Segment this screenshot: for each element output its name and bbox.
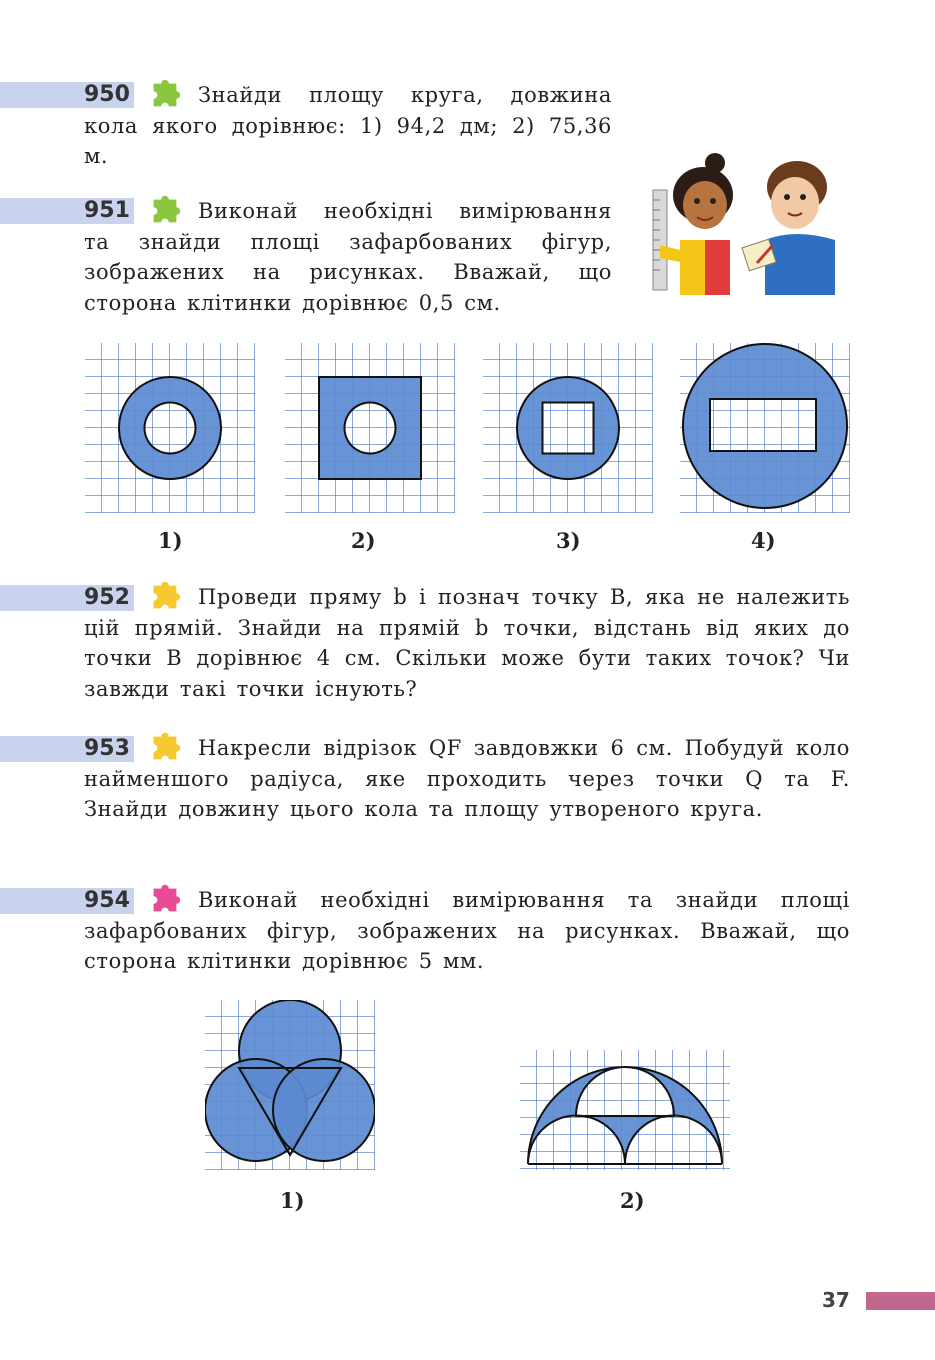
figure-951-2 xyxy=(285,343,455,513)
figure-951-3-caption: 3) xyxy=(556,528,581,553)
figure-954-1 xyxy=(205,1000,375,1170)
task-950-text: Знайди площу круга, довжина кола якого дорівнює: 1) 94,2 дм; 2) 75,36 м. xyxy=(84,83,612,168)
task-954-text: Виконай необхідні вимірювання та знайди площі зафарбованих фігур, зображених на рисунках. Вважай, що сторона клітинки дорівнює 5 мм. xyxy=(84,888,850,973)
task-953-text: Накресли відрізок QF завдовжки 6 см. Побудуй коло найменшого радіуса, яке проходить через точки Q та F. Знайди довжину цього кола та площу утвореного круга. xyxy=(84,736,850,821)
task-953-number: 953 xyxy=(84,736,130,761)
figure-954-1-caption: 1) xyxy=(280,1188,305,1213)
figure-954-2-caption: 2) xyxy=(620,1188,645,1213)
figure-951-4 xyxy=(680,343,850,513)
task-951-text: Виконай необхідні вимірювання та знайди площі зафарбованих фігур, зображених на рисунках. Вважай, що сторона клітинки дорівнює 0,5 см. xyxy=(84,199,612,315)
page-number-bar xyxy=(866,1292,935,1310)
children-measuring-illustration xyxy=(645,145,840,295)
task-952-number: 952 xyxy=(84,585,130,610)
figure-951-3 xyxy=(483,343,653,513)
task-954-number: 954 xyxy=(84,888,130,913)
page-number: 37 xyxy=(822,1288,850,1312)
figure-951-1-caption: 1) xyxy=(158,528,183,553)
task-952-text: Проведи пряму b і познач точку B, яка не належить цій прямій. Знайди на прямій b точки, відстань від яких до точки B дорівнює 4 см. Скільки може бути таких точок? Чи завжди такі точки існують? xyxy=(84,585,850,701)
figure-954-2 xyxy=(520,1050,730,1170)
task-951-number: 951 xyxy=(84,198,130,223)
task-950-number: 950 xyxy=(84,82,130,107)
figure-951-4-caption: 4) xyxy=(751,528,776,553)
figure-951-1 xyxy=(85,343,255,513)
figure-951-2-caption: 2) xyxy=(351,528,376,553)
